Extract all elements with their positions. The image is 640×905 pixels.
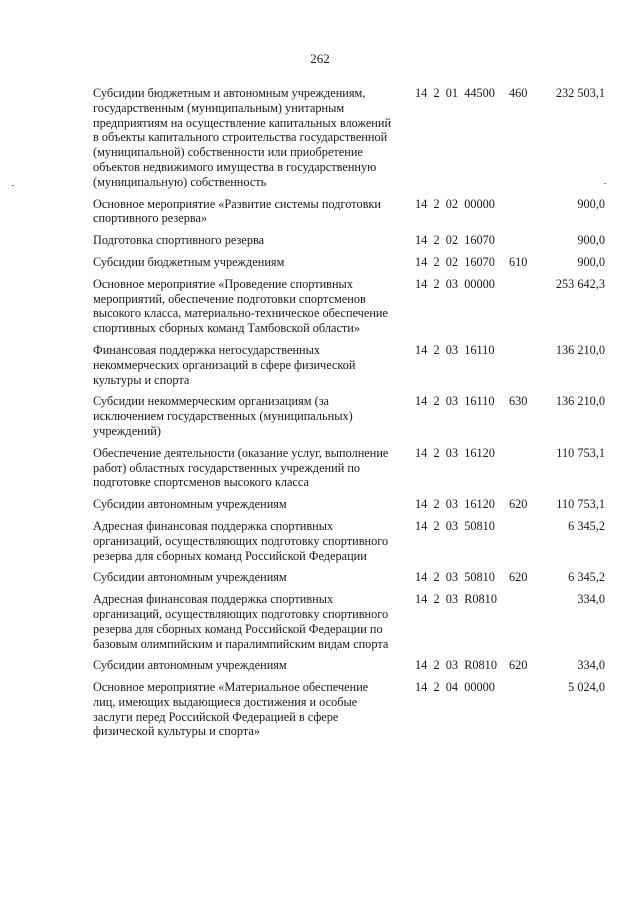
row-amount: 334,0 [577, 592, 605, 607]
row-amount: 110 753,1 [556, 445, 605, 460]
row-description: Основное мероприятие «Проведение спортивных мероприятий, обеспечение подготовки спортсменов высокого класса, материально-техническое обеспечение спортивных сборных команд Тамбовской области» [93, 276, 388, 336]
row-code: 14 2 03 50810 [415, 518, 495, 533]
table-row [93, 255, 613, 270]
row-code: 14 2 03 16110 [415, 394, 495, 409]
row-description: Обеспечение деятельности (оказание услуг, выполнение работ) областных государственных учреждений по подготовке спортсменов высокого класса [93, 445, 389, 490]
row-amount: 136 210,0 [555, 394, 605, 409]
table-row [93, 446, 613, 490]
row-amount: 136 210,0 [555, 342, 605, 357]
row-amount: 232 503,1 [555, 86, 605, 100]
table-row [93, 519, 613, 563]
row-description: Адресная финансовая поддержка спортивных организаций, осуществляющих подготовку спортивного резерва для сборных команд Российской Федерации [93, 518, 389, 563]
row-code: 14 2 02 16070 [415, 233, 495, 248]
row-code: 14 2 03 16120 [415, 445, 495, 460]
row-description: Подготовка спортивного резерва [93, 233, 265, 248]
row-amount: 6 345,2 [568, 518, 605, 533]
row-description: Субсидии некоммерческим организациям (за исключением государственных (муниципальных) учреждений) [93, 394, 353, 438]
row-amount: 5 024,0 [568, 680, 605, 695]
table-row [93, 394, 613, 438]
row-description: Субсидии автономным учреждениям [93, 570, 287, 585]
page-number: 262 [310, 51, 330, 66]
row-amount: 900,0 [577, 233, 605, 248]
row-description: Основное мероприятие «Развитие системы подготовки спортивного резерва» [93, 196, 381, 226]
row-code: 14 2 03 50810 [415, 570, 495, 585]
row-amount: 6 345,2 [568, 570, 605, 585]
row-description: Основное мероприятие «Материальное обеспечение лиц, имеющих выдающиеся достижения и особые заслуги перед Российской Федерацией в сфере физической культуры и спорта» [93, 680, 369, 739]
row-description: Субсидии автономным учреждениям [93, 658, 287, 673]
row-expense-type: 610 [509, 254, 528, 269]
table-row [93, 680, 613, 739]
budget-table [93, 86, 613, 746]
row-code: 14 2 02 16070 [415, 254, 495, 269]
row-code: 14 2 04 00000 [415, 680, 495, 695]
row-description: Финансовая поддержка негосударственных некоммерческих организаций в сфере физической культуры и спорта [93, 342, 356, 387]
row-expense-type: 630 [509, 394, 528, 409]
row-code: 14 2 03 16110 [415, 342, 495, 357]
row-description: Субсидии бюджетным учреждениям [93, 254, 285, 269]
table-row [93, 343, 613, 387]
row-amount: 334,0 [577, 658, 605, 673]
row-amount: 900,0 [577, 254, 605, 269]
row-description: Субсидии автономным учреждениям [93, 497, 287, 512]
scan-mark [12, 185, 14, 186]
table-row [93, 197, 613, 227]
row-code: 14 2 01 44500 [415, 86, 495, 100]
table-row [93, 233, 613, 248]
row-description: Субсидии бюджетным и автономным учреждениям, государственным (муниципальным) унитарным предприятиям на осуществление капитальных вложений в объекты капитального строительства государственной (муниципальной) собственности или приобретение объектов недвижимого имущества в государственную (муниципальную) собственность [93, 86, 392, 189]
table-row [93, 277, 613, 336]
row-code: 14 2 03 R0810 [415, 658, 497, 673]
row-code: 14 2 03 00000 [415, 276, 495, 291]
table-row [93, 658, 613, 673]
row-code: 14 2 02 00000 [415, 196, 495, 211]
row-amount: 253 642,3 [555, 276, 605, 291]
row-code: 14 2 03 16120 [415, 497, 495, 512]
scan-mark [604, 183, 606, 184]
row-expense-type: 620 [509, 658, 528, 673]
table-row [93, 570, 613, 585]
row-description: Адресная финансовая поддержка спортивных организаций, осуществляющих подготовку спортивного резерва для сборных команд Российской Федерации по базовым олимпийским и паралимпийским видам спорта [93, 592, 389, 651]
row-expense-type: 620 [509, 497, 528, 512]
row-amount: 110 753,1 [556, 497, 605, 512]
table-row [93, 592, 613, 651]
row-expense-type: 460 [509, 86, 528, 100]
row-code: 14 2 03 R0810 [415, 592, 497, 607]
table-row [93, 86, 613, 190]
row-expense-type: 620 [509, 570, 528, 585]
table-row [93, 497, 613, 512]
row-amount: 900,0 [577, 196, 605, 211]
